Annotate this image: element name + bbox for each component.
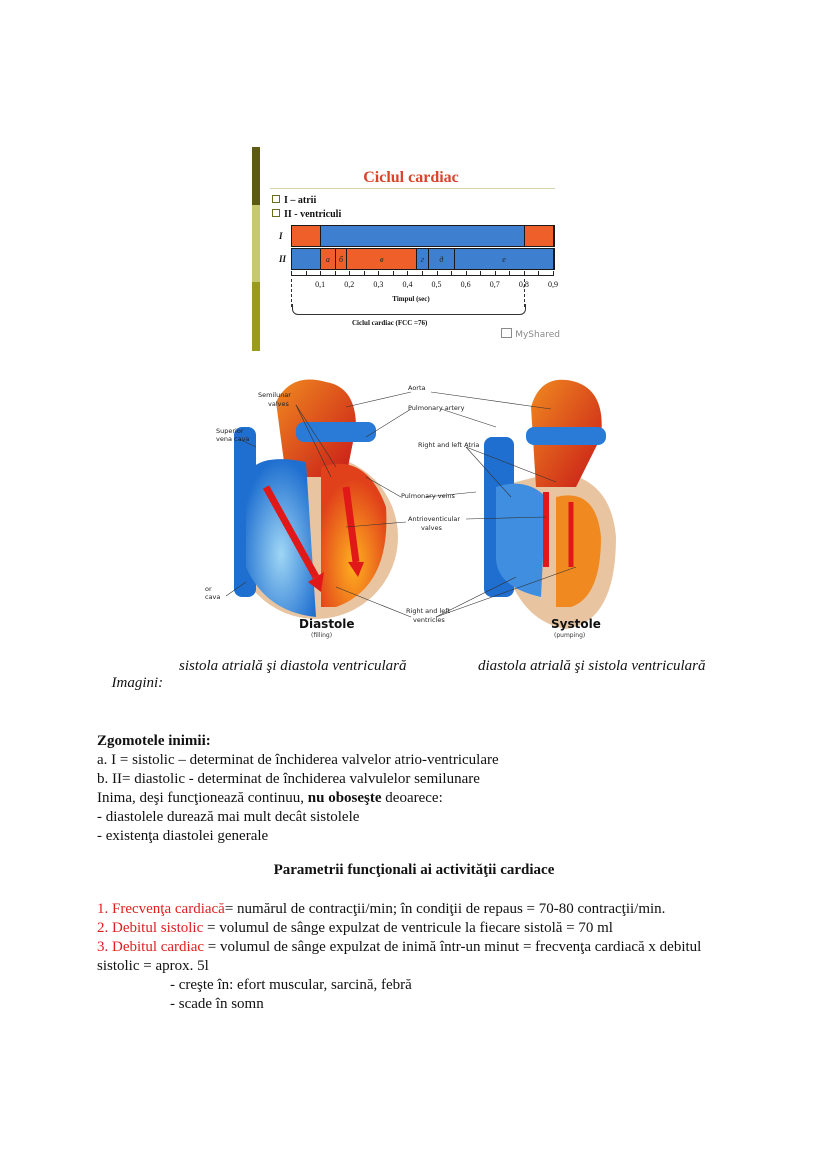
tick-label: 0,9 <box>548 280 558 289</box>
timeline-segment <box>525 226 554 246</box>
svg-text:(filling): (filling) <box>311 632 333 639</box>
axis-tick <box>451 271 452 276</box>
timeline-segment: е <box>455 249 554 269</box>
axis-tick <box>335 271 336 276</box>
axis-tick <box>509 271 510 276</box>
axis-tick <box>480 271 481 276</box>
tick-label: 0,8 <box>518 280 529 289</box>
svg-text:Superior: Superior <box>216 427 244 435</box>
row-label-ventricles: II <box>279 254 287 264</box>
fatigue-line: Inima, deşi funcţionează continuu, nu oboseşte deoarece: <box>97 790 443 806</box>
svg-text:Diastole: Diastole <box>299 617 355 631</box>
parameter-item: 3. Debitul cardiac = volumul de sânge expulzat de inimă într-un minut = frecvenţa cardiacă x debitul sistolic = aprox. 5l <box>97 939 702 974</box>
figure-title: Ciclul cardiac <box>363 169 459 186</box>
svg-text:(pumping): (pumping) <box>554 632 586 639</box>
section-heading: Zgomotele inimii: <box>97 733 211 749</box>
cardiac-cycle-figure <box>252 147 570 351</box>
svg-text:valves: valves <box>421 524 442 532</box>
tick-label: 0,4 <box>402 280 413 289</box>
cycle-end-marker <box>524 279 525 307</box>
axis-tick <box>422 271 423 276</box>
heart-sounds-section <box>97 732 499 846</box>
caption-prefix: Imagini: <box>111 675 164 691</box>
sound-line-2: b. II= diastolic - determinat de închiderea valvulelor semilunare <box>97 771 480 787</box>
svg-text:cava: cava <box>205 593 221 601</box>
checkbox-bullet-icon <box>272 195 280 203</box>
svg-text:Pulmonary artery: Pulmonary artery <box>408 404 465 412</box>
timeline-segment: б <box>336 249 348 269</box>
svg-text:Antrioventicular: Antrioventicular <box>408 515 461 523</box>
timeline-segment: д <box>429 249 455 269</box>
axis-tick <box>553 271 554 276</box>
timeline-row-atria <box>291 225 555 247</box>
tick-label: 0,3 <box>373 280 384 289</box>
caption-right: diastola atrială şi sistola ventriculară <box>478 658 706 674</box>
parameters-section <box>97 900 747 1014</box>
row-label-atria: I <box>279 231 283 241</box>
cycle-start-marker <box>291 279 292 307</box>
sound-line-1: a. I = sistolic – determinat de închiderea valvelor atrio-ventriculare <box>97 752 499 768</box>
sub-item-decrease: - scade în somn <box>170 996 264 1012</box>
axis-tick <box>524 271 525 276</box>
svg-text:ventricles: ventricles <box>413 616 445 624</box>
images-caption <box>104 658 706 726</box>
axis-tick <box>378 271 379 276</box>
timeline-segment <box>292 249 321 269</box>
legend-item-atria: I – atrii <box>272 195 316 206</box>
svg-text:valves: valves <box>268 400 289 408</box>
tick-label: 0,2 <box>344 280 355 289</box>
axis-tick <box>349 271 350 276</box>
tick-label: 0,1 <box>315 280 326 289</box>
timeline-segment: в <box>347 249 417 269</box>
tick-label: 0,6 <box>460 280 471 289</box>
svg-text:or: or <box>205 585 212 593</box>
watermark: MyShared <box>501 328 560 340</box>
myshared-logo-icon <box>501 328 512 338</box>
x-axis-label: Timpul (sec) <box>392 295 430 303</box>
cycle-label: Ciclul cardiac (FCC =76) <box>352 319 428 327</box>
svg-text:Semilunar: Semilunar <box>258 391 291 399</box>
svg-text:Right and left: Right and left <box>406 607 451 615</box>
timeline-segment: a <box>321 249 336 269</box>
parameter-item: 2. Debitul sistolic = volumul de sânge expulzat de ventricule la fiecare sistolă = 70 ml <box>97 920 613 936</box>
heart-illustration <box>196 367 626 642</box>
axis-tick <box>466 271 467 276</box>
timeline-segment <box>321 226 525 246</box>
tick-label: 0,7 <box>489 280 500 289</box>
title-divider <box>270 188 555 189</box>
svg-text:Aorta: Aorta <box>408 384 426 392</box>
axis-tick <box>364 271 365 276</box>
axis-tick <box>437 271 438 276</box>
axis-tick <box>495 271 496 276</box>
timeline-row-ventricles <box>291 248 555 270</box>
axis-tick <box>393 271 394 276</box>
parameters-title: Parametrii funcţionali ai activităţii cardiace <box>273 862 555 878</box>
timeline-segment: г <box>417 249 429 269</box>
tick-label: 0,5 <box>431 280 442 289</box>
axis-tick <box>291 271 292 276</box>
checkbox-bullet-icon <box>272 209 280 217</box>
axis-tick <box>320 271 321 276</box>
svg-text:vena cava: vena cava <box>216 435 250 443</box>
reason-1: - diastolele durează mai mult decât sistolele <box>97 809 360 825</box>
svg-text:Systole: Systole <box>551 617 601 631</box>
systole-heart-icon <box>484 380 616 629</box>
svg-text:Pulmonary veins: Pulmonary veins <box>401 492 455 500</box>
diastole-heart-icon <box>234 380 398 620</box>
reason-2: - existenţa diastolei generale <box>97 828 269 844</box>
axis-tick <box>306 271 307 276</box>
timeline-segment <box>292 226 321 246</box>
cycle-brace <box>292 304 526 315</box>
legend-item-ventricles: II - ventriculi <box>272 209 341 220</box>
axis-tick <box>407 271 408 276</box>
heart-diastole-systole-diagram <box>196 367 626 642</box>
parameter-item: 1. Frecvenţa cardiacă= numărul de contracţii/min; în condiţii de repaus = 70-80 contracţii/min. <box>97 901 666 917</box>
caption-left: sistola atrială şi diastola ventriculară <box>179 658 407 674</box>
sub-item-increase: - creşte în: efort muscular, sarcină, febră <box>170 977 412 993</box>
svg-text:Right and left Atria: Right and left Atria <box>418 441 480 449</box>
axis-tick <box>538 271 539 276</box>
